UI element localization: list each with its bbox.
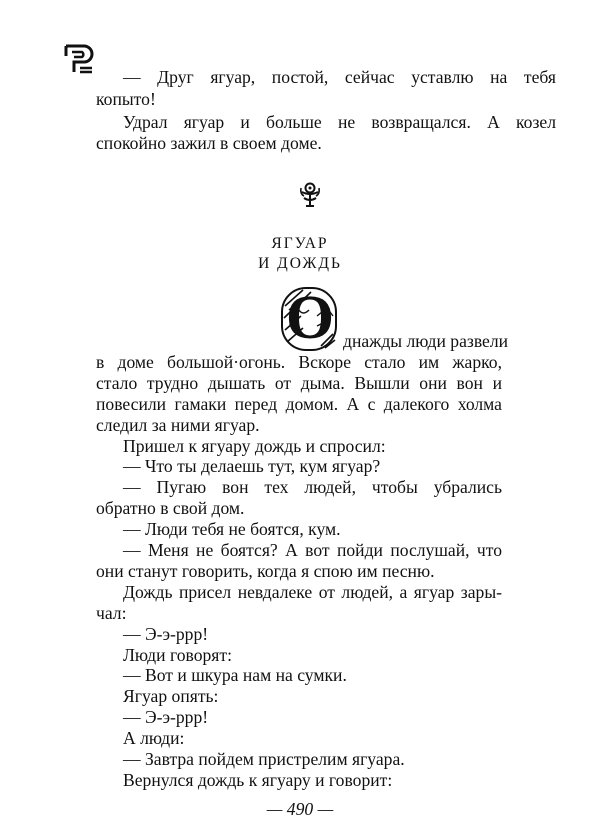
text-line: — Что ты делаешь тут, кум ягуар? [123,456,381,477]
text-line: — Вот и шкура нам на сумки. [123,665,347,686]
text-line: следил за ними ягуар. [96,414,260,435]
text-line: Пришел к ягуару дождь и спросил: [123,435,386,456]
text-line: Дождь присел невдалеке от людей, а ягуар зары- [123,581,502,602]
text-line: — Люди тебя не боятся, кум. [123,519,341,540]
text-line: — Э-э-ррр! [123,707,209,728]
text-line: А люди: [123,728,185,749]
text-line: Люди говорят: [123,644,232,665]
text-line: они станут говорить, когда я спою им песню. [96,560,435,581]
drop-cap [281,286,339,352]
story-title-line2: И ДОЖДЬ [258,255,342,272]
text-line: — Завтра пойдем пристрелим ягуара. [123,749,405,769]
text-line: — Пугаю вон тех людей, чтобы убрались [123,477,502,498]
text-line: в доме большой·огонь. Вскоре стало им жарко, [96,351,502,372]
text-line: стало трудно дышать от дыма. Вышли они вон и [96,372,502,393]
text-line: — Меня не боятся? А вот пойди послушай, что [123,540,502,560]
text-line: — Друг ягуар, постой, сейчас уставлю на тебя [123,67,556,87]
text-line: Удрал ягуар и больше не возвращался. А козел [123,112,556,132]
page-number: — 490 — [266,798,334,819]
text-line: Ягуар опять: [123,686,219,707]
story-title-line1: ЯГУАР [271,235,329,252]
text-line: повесили гамаки перед домом. А с далекого холма [96,393,502,414]
drop-cap-letter: О [285,284,335,352]
text-line: днажды люди развели [343,331,509,351]
text-line: копыто! [96,89,156,109]
text-line: обратно в свой дом. [96,498,245,519]
text-line: Вернулся дождь к ягуару и говорит: [123,769,393,790]
text-line: чал: [96,602,127,623]
text-line: спокойно зажил в своем доме. [96,133,322,153]
text-line: — Э-э-ррр! [123,623,209,644]
section-ornament-icon [299,182,321,208]
corner-ornament-icon [62,42,96,76]
